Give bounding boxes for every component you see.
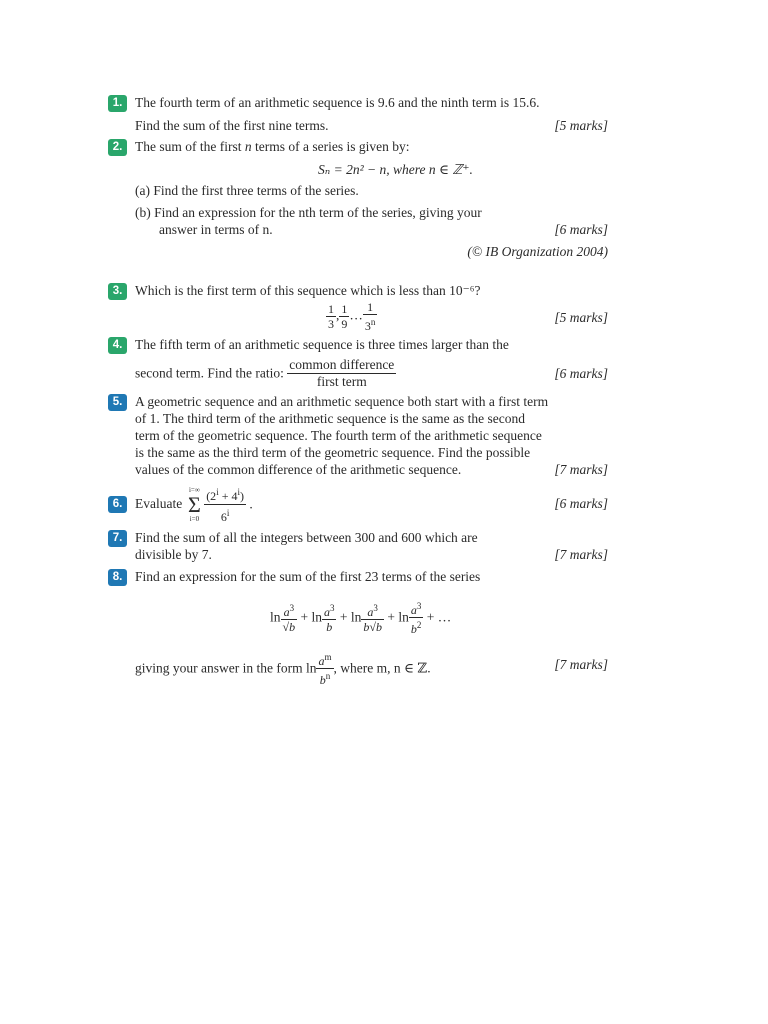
question-number-6: 6. (108, 496, 127, 513)
question-2-source: (© IB Organization 2004) (467, 244, 608, 259)
question-6-expression: i=∞ Σ i=0 $\frac{(2^i + 4^i)}{6^i}$ . (188, 485, 253, 524)
question-7-marks: [7 marks] (554, 547, 608, 562)
question-5-line-5: values of the common difference of the arithmetic sequence. (135, 462, 462, 477)
question-5-line-1: A geometric sequence and an arithmetic sequence both start with a first term (135, 394, 549, 409)
question-2-formula: Sₙ = 2n² − n, where n ∈ ℤ⁺. (318, 162, 473, 177)
question-4-marks: [6 marks] (554, 366, 608, 381)
question-2-part-b-line-2: answer in terms of n. (159, 222, 273, 237)
question-number-3: 3. (108, 283, 127, 300)
question-3-sequence: $\frac{1}{3}$ , $\frac{1}{9}$ … $\frac{1}{3^n}$ (328, 300, 376, 333)
question-5-line-3: term of the geometric sequence. The fourth term of the arithmetic sequence (135, 428, 542, 443)
question-8-series: ln $\frac{a^3}{√b}$ + ln $\frac{a^3}{b}$ + ln $\frac{a^3}{b√b}$ + ln $\frac{a^3}{b^2}$ + … (270, 601, 452, 636)
question-2-part-a: (a) Find the first three terms of the series. (135, 183, 359, 198)
question-8-line-3: giving your answer in the form ln $\frac{a^m}{b^n}$ , where m, n ∈ ℤ. (135, 652, 431, 687)
question-6-marks: [6 marks] (554, 496, 608, 511)
question-5-line-2: of 1. The third term of the arithmetic sequence is the same as the second (135, 411, 525, 426)
question-5-line-4: is the same as the third term of the geometric sequence. Find the possible (135, 445, 531, 460)
question-1-marks: [5 marks] (554, 118, 608, 133)
question-number-4: 4. (108, 337, 127, 354)
question-1-line-2: Find the sum of the first nine terms. (135, 118, 329, 133)
question-4-line-2: second term. Find the ratio: $\frac{\text{common difference}}{\text{first term}}$ (135, 357, 395, 389)
question-2-part-b-line-1: (b) Find an expression for the nth term of the series, giving your (135, 205, 482, 220)
question-8-marks: [7 marks] (554, 657, 608, 672)
question-2-line-1: The sum of the first n terms of a series is given by: (135, 139, 410, 154)
question-number-7: 7. (108, 530, 127, 547)
question-number-8: 8. (108, 569, 127, 586)
question-number-2: 2. (108, 139, 127, 156)
question-number-1: 1. (108, 95, 127, 112)
question-2-marks: [6 marks] (554, 222, 608, 237)
question-4-line-1: The fifth term of an arithmetic sequence is three times larger than the (135, 337, 509, 352)
question-1-line-1: The fourth term of an arithmetic sequence is 9.6 and the ninth term is 15.6. (135, 95, 540, 110)
question-5-marks: [7 marks] (554, 462, 608, 477)
question-6-label: Evaluate (135, 496, 183, 511)
question-7-line-2: divisible by 7. (135, 547, 212, 562)
question-8-line-1: Find an expression for the sum of the first 23 terms of the series (135, 569, 481, 584)
question-3-marks: [5 marks] (554, 310, 608, 325)
question-7-line-1: Find the sum of all the integers between 300 and 600 which are (135, 530, 478, 545)
question-3-line-1: Which is the first term of this sequence which is less than 10⁻⁶? (135, 283, 481, 298)
question-number-5: 5. (108, 394, 127, 411)
